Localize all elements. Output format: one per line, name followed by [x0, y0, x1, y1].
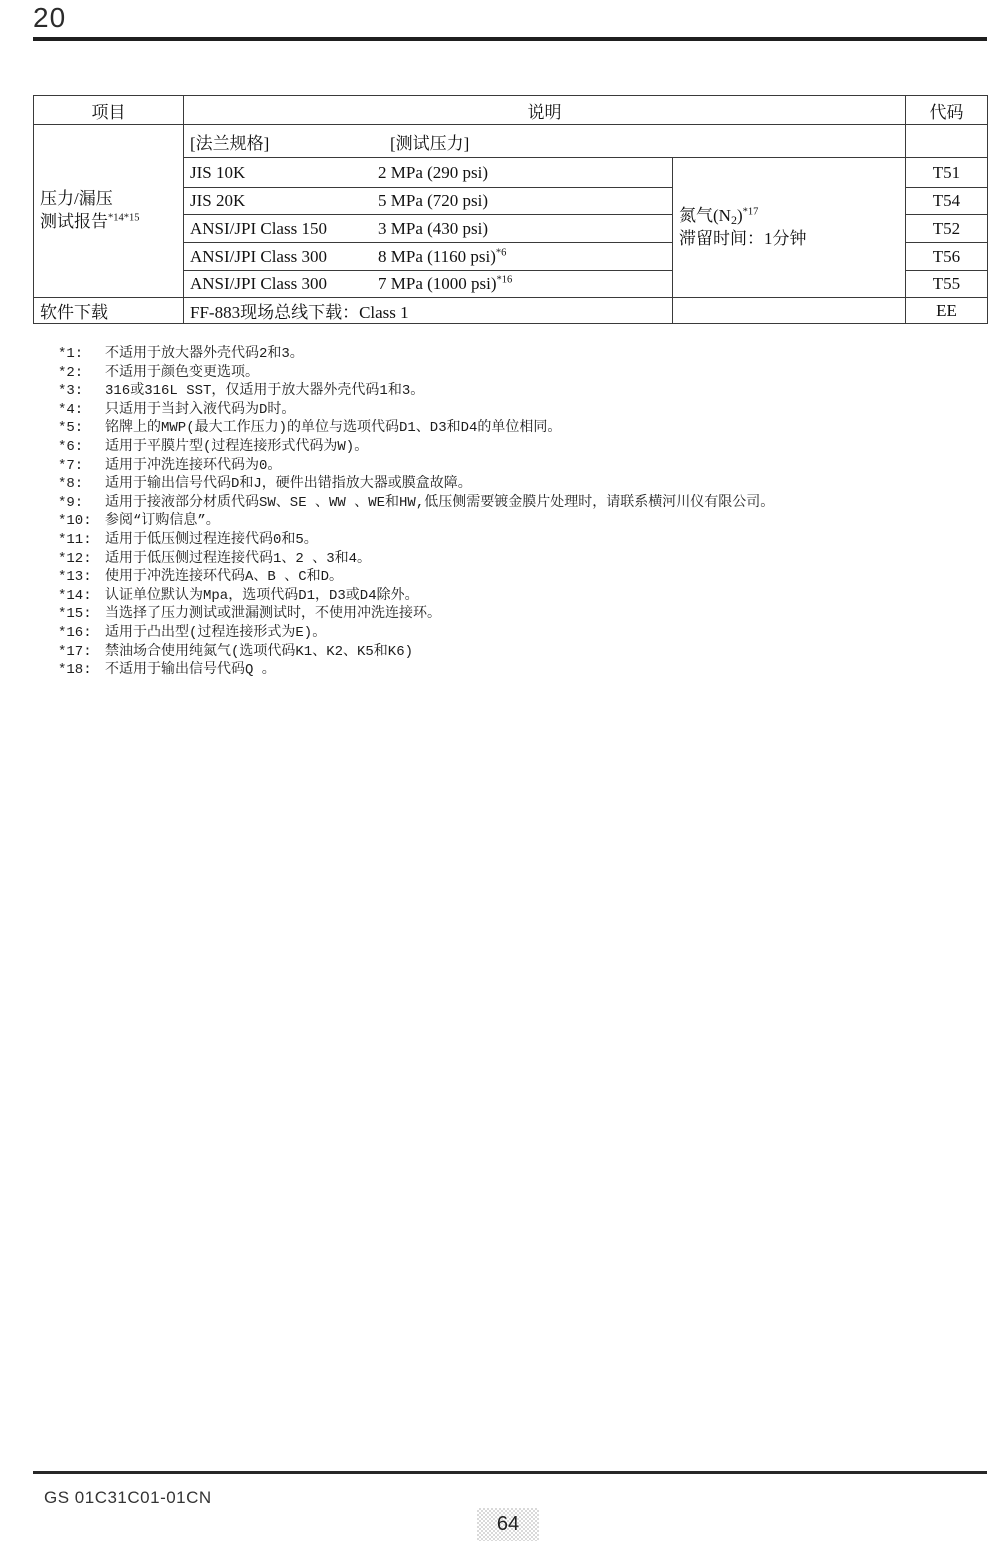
footnote-text: 铭牌上的MWP(最大工作压力)的单位与选项代码D1、D3和D4的单位相同。	[105, 420, 562, 437]
footnote	[58, 345, 958, 364]
footnote-label: *1:	[58, 346, 84, 362]
document-number: GS 01C31C01-01CN	[44, 1488, 212, 1507]
footnote-label: *13:	[58, 569, 92, 586]
sub-header-row	[34, 125, 988, 158]
footnote-label: *5:	[58, 420, 84, 437]
flange-spec: ANSI/JPI Class 300	[190, 274, 327, 293]
page-number: 64	[496, 1513, 520, 1535]
gas-name: 氮气$(N_2)^{*17}$	[679, 206, 759, 228]
footnote-text: 适用于冲洗连接环代码为0。	[105, 457, 282, 474]
test-pressure: 3 MPa (430 psi)	[378, 218, 489, 238]
footnote-label: *12:	[58, 550, 92, 567]
footnote-label: *14:	[58, 587, 92, 604]
footnote	[58, 550, 958, 569]
flange-spec: JIS 10K	[190, 162, 246, 182]
footnote-text: 适用于接液部分材质代码SW、SE 、WW 、WE和HW,低压侧需要镀金膜片处理时，请联系横河川仪有限公司。	[105, 494, 775, 511]
spec-pressure-cell	[184, 271, 673, 298]
gas-condition-cell	[673, 158, 906, 298]
footnotes-block	[58, 345, 958, 680]
table-header-row	[34, 96, 988, 125]
footnote-text: 适用于平膜片型(过程连接形式代码为W)。	[105, 438, 369, 455]
code-cell: T56	[906, 243, 988, 271]
footnote-text: 不适用于放大器外壳代码2和3。	[105, 346, 304, 362]
footnote	[58, 624, 958, 643]
item-group-line2: 测试报告$^{*14*15}$	[40, 212, 140, 231]
code-cell: T55	[906, 271, 988, 298]
footnote-label: *4:	[58, 401, 84, 418]
col-header-description: 说明	[184, 96, 906, 125]
footnote	[58, 382, 958, 401]
empty-code-cell	[906, 125, 988, 158]
footnote-text: 当选择了压力测试或泄漏测试时，不使用冲洗连接环。	[105, 606, 441, 623]
spec-pressure-cell	[184, 188, 673, 215]
code-cell: T51	[906, 158, 988, 188]
chapter-page-number: 20	[33, 2, 67, 33]
spec-pressure-cell	[184, 215, 673, 243]
footnote	[58, 512, 958, 531]
code-cell: T52	[906, 215, 988, 243]
footnote-label: *15:	[58, 606, 92, 623]
code-cell: EE	[906, 298, 988, 324]
item-group-cell	[34, 125, 184, 298]
gas-subscript: 2	[730, 213, 737, 228]
footnote-label: *8:	[58, 476, 84, 493]
footnote	[58, 419, 958, 438]
sub-header-cell	[184, 125, 906, 158]
footnote-label: *2:	[58, 364, 84, 381]
test-pressure: 5 MPa (720 psi)	[378, 191, 489, 210]
empty-gas-cell	[673, 298, 906, 324]
footnote-text: 适用于低压侧过程连接代码1、2 、3和4。	[105, 550, 372, 567]
footnote-label: *3:	[58, 383, 84, 400]
item-group-line1: 压力/漏压	[40, 189, 113, 209]
footnote-label: *6:	[58, 438, 84, 455]
footnote-label: *7:	[58, 457, 84, 474]
footnote	[58, 364, 958, 383]
gas-footnote-ref: *17	[742, 206, 759, 218]
footnote	[58, 457, 958, 476]
flange-spec: JIS 20K	[190, 191, 246, 210]
col-header-code: 代码	[906, 96, 988, 125]
test-pressure: 8 MPa (1160 psi)	[378, 246, 496, 266]
footnote	[58, 587, 958, 606]
footnote-label: *16:	[58, 624, 92, 641]
header-rule	[33, 37, 987, 41]
sub-header-pressure: [测试压力]	[390, 133, 470, 153]
pressure-footnote-ref: *16	[496, 274, 513, 286]
retention-time: 滞留时间：1分钟	[679, 228, 807, 248]
footnote-text: 316或316L SST，仅适用于放大器外壳代码1和3。	[105, 383, 425, 400]
footnote	[58, 401, 958, 420]
footnote	[58, 494, 958, 513]
test-pressure: 7 MPa (1000 psi)	[378, 274, 497, 293]
footnote-text: 只适用于当封入液代码为D时。	[105, 401, 296, 418]
pressure-footnote-ref: *6	[495, 246, 507, 258]
footnote	[58, 661, 958, 680]
footnote	[58, 568, 958, 587]
spec-pressure-cell	[184, 158, 673, 188]
software-download-row	[34, 298, 988, 324]
footnote-text: 适用于输出信号代码D和J，硬件出错指放大器或膜盒故障。	[105, 476, 472, 493]
sub-header-flange: [法兰规格]	[190, 133, 270, 153]
footnote-text: 禁油场合使用纯氮气(选项代码K1、K2、K5和K6)	[105, 643, 414, 660]
footnote-label: *18:	[58, 662, 92, 679]
footnote	[58, 438, 958, 457]
flange-spec: ANSI/JPI Class 150	[190, 218, 327, 238]
footnote	[58, 475, 958, 494]
spec-pressure-cell	[184, 243, 673, 271]
footnote-label: *10:	[58, 513, 92, 530]
footnote-label: *17:	[58, 643, 92, 660]
col-header-item: 项目	[34, 96, 184, 125]
spec-table	[33, 95, 988, 324]
footnote-text: 使用于冲洗连接环代码A、B 、C和D。	[105, 569, 344, 586]
flange-spec: ANSI/JPI Class 300	[190, 246, 327, 266]
footnote-text: 适用于凸出型(过程连接形式为E)。	[105, 624, 327, 641]
footnote-text: 认证单位默认为Mpa，选项代码D1，D3或D4除外。	[105, 587, 419, 604]
software-description-cell: FF-883现场总线下载：Class 1	[184, 298, 673, 324]
footnote-text: 不适用于颜色变更选项。	[105, 364, 259, 381]
footnote-label: *11:	[58, 531, 92, 548]
footnote	[58, 605, 958, 624]
footnote	[58, 531, 958, 550]
footnote-text: 参阅“订购信息”。	[105, 513, 220, 530]
footnote-text: 不适用于输出信号代码Q 。	[105, 662, 276, 679]
page-number-badge	[477, 1508, 539, 1541]
footnote-text: 适用于低压侧过程连接代码0和5。	[105, 531, 318, 548]
footnote	[58, 643, 958, 662]
code-cell: T54	[906, 188, 988, 215]
software-item-cell: 软件下载	[34, 298, 184, 324]
footer-rule	[33, 1471, 987, 1474]
item-footnote-refs: *14*15	[108, 212, 140, 224]
footnote-label: *9:	[58, 494, 84, 511]
test-pressure: 2 MPa (290 psi)	[378, 162, 489, 182]
